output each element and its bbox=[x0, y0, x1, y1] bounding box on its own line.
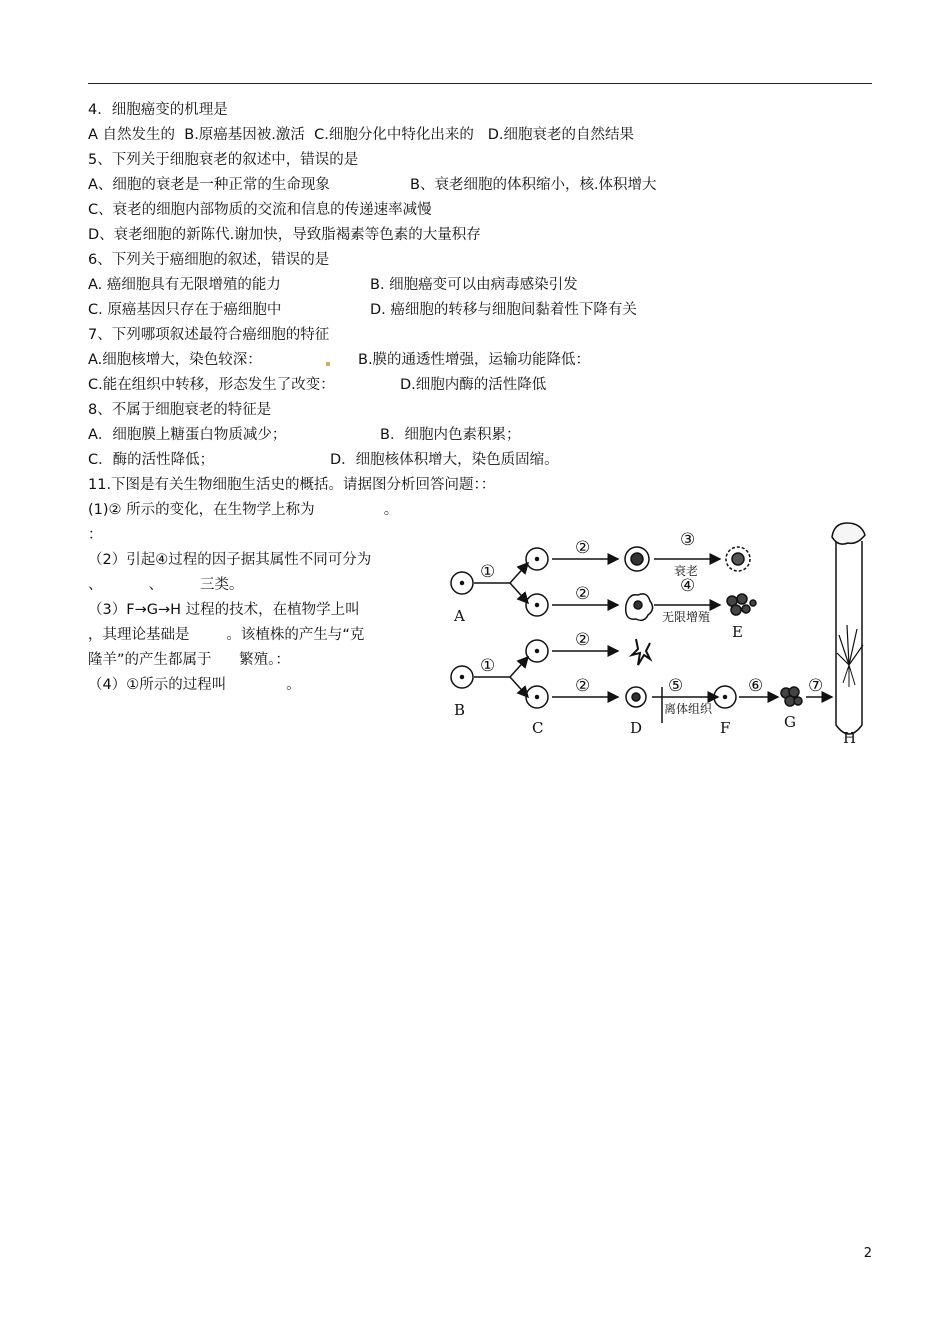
label-f: F bbox=[720, 719, 731, 737]
label-c: C bbox=[532, 719, 544, 737]
label-g: G bbox=[784, 713, 796, 731]
q7-option-d: D.细胞内酶的活性降低 bbox=[400, 377, 547, 393]
step-3: ③ bbox=[680, 530, 696, 550]
step-2a: ② bbox=[575, 538, 591, 558]
q6-stem: 6、下列关于癌细胞的叙述，错误的是 bbox=[88, 252, 330, 268]
q8-option-c: C．酶的活性降低； bbox=[88, 452, 215, 468]
step-2c: ② bbox=[575, 630, 591, 650]
step-2d: ② bbox=[575, 676, 591, 696]
label-b: B bbox=[454, 701, 466, 719]
step-7: ⑦ bbox=[808, 676, 824, 696]
q11-part2-line2: 、 、 三类。 bbox=[88, 577, 244, 593]
page-number: 2 bbox=[863, 1246, 872, 1261]
q8-stem: 8、不属于细胞衰老的特征是 bbox=[88, 402, 272, 418]
label-detached-tissue: 离体组织 bbox=[664, 702, 713, 716]
q11-part3-line3: 隆羊”的产生都属于 繁殖。： bbox=[88, 652, 290, 668]
q7-option-a: A.细胞核增大，染色较深： bbox=[88, 352, 262, 368]
q11-part2-line1: （2）引起④过程的因子据其属性不同可分为 bbox=[88, 552, 372, 568]
q5-option-a: A、细胞的衰老是一种正常的生命现象 bbox=[88, 177, 330, 193]
q6-option-d: D. 癌细胞的转移与细胞间黏着性下降有关 bbox=[370, 302, 637, 318]
step-1b: ① bbox=[480, 656, 496, 676]
q8-option-d: D．细胞核体积增大，染色质固缩。 bbox=[330, 452, 559, 468]
step-4: ④ bbox=[680, 576, 696, 596]
step-5: ⑤ bbox=[668, 676, 684, 696]
label-e: E bbox=[732, 623, 743, 641]
label-d: D bbox=[630, 719, 643, 737]
label-a: A bbox=[454, 607, 465, 625]
q5-option-d: D、衰老细胞的新陈代.谢加快，导致脂褐素等色素的大量积存 bbox=[88, 227, 481, 243]
cell-lifecycle-diagram bbox=[440, 515, 880, 750]
label-aging: 衰老 bbox=[674, 564, 699, 578]
q8-option-b: B．细胞内色素积累； bbox=[380, 427, 521, 443]
q4-options: A 自然发生的 B.原癌基因被.激活 C.细胞分化中特化出来的 D.细胞衰老的自然结果 bbox=[88, 127, 634, 143]
q11-part3-line2: ，其理论基础是 。该植株的产生与“克 bbox=[88, 627, 365, 643]
q5-stem: 5、下列关于细胞衰老的叙述中，错误的是 bbox=[88, 152, 359, 168]
q6-option-c: C. 原癌基因只存在于癌细胞中 bbox=[88, 302, 282, 318]
tumor-cluster bbox=[727, 594, 756, 615]
q5-option-b: B、衰老细胞的体积缩小，核.体积增大 bbox=[410, 177, 657, 193]
q5-option-c: C、衰老的细胞内部物质的交流和信息的传递速率减慢 bbox=[88, 202, 432, 218]
q7-option-b: B.膜的通透性增强，运输功能降低： bbox=[358, 352, 591, 368]
step-6: ⑥ bbox=[748, 676, 764, 696]
step-1a: ① bbox=[480, 562, 496, 582]
q4-stem: 4．细胞癌变的机理是 bbox=[88, 102, 228, 118]
q7-option-c: C.能在组织中转移，形态发生了改变： bbox=[88, 377, 335, 393]
specialized-cell bbox=[632, 639, 650, 665]
cotton-plug bbox=[832, 523, 865, 544]
q11-part1-mark: ： bbox=[88, 527, 103, 543]
q11-part1: (1)② 所示的变化，在生物学上称为 。 bbox=[88, 502, 399, 518]
roots bbox=[843, 665, 855, 687]
label-h: H bbox=[843, 729, 857, 747]
plantlet bbox=[837, 625, 863, 665]
q7-stem: 7、下列哪项叙述最符合癌细胞的特征 bbox=[88, 327, 330, 343]
callus bbox=[781, 687, 802, 706]
q11-stem: 11.下图是有关生物细胞生活史的概括。请据图分析回答问题：： bbox=[88, 477, 496, 493]
step-2b: ② bbox=[575, 584, 591, 604]
q11-part3-line1: （3）F→G→H 过程的技术，在植物学上叫 bbox=[88, 602, 360, 618]
q6-option-a: A. 癌细胞具有无限增殖的能力 bbox=[88, 277, 281, 293]
q6-option-b: B. 细胞癌变可以由病毒感染引发 bbox=[370, 277, 578, 293]
stray-mark bbox=[326, 362, 330, 366]
header-rule bbox=[88, 83, 872, 84]
q11-part4: （4）①所示的过程叫 。 bbox=[88, 677, 301, 693]
q8-option-a: A．细胞膜上糖蛋白物质减少； bbox=[88, 427, 287, 443]
label-unlimited-growth: 无限增殖 bbox=[662, 610, 711, 624]
